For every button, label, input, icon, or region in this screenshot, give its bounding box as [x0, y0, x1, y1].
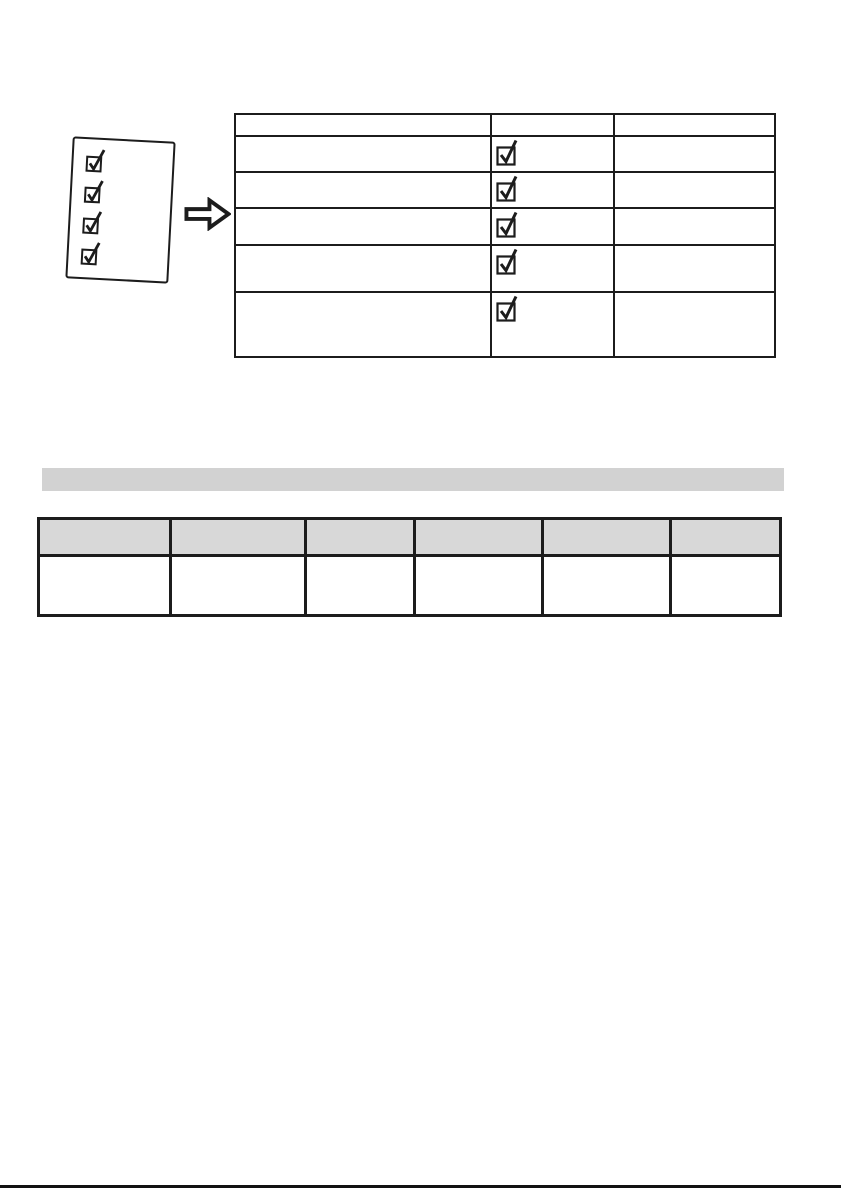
checked-checkbox-icon — [496, 138, 522, 166]
table-row — [235, 245, 775, 292]
header-cell — [306, 519, 415, 556]
checklist-sheet-graphic — [65, 136, 175, 283]
header-cell — [235, 114, 491, 136]
detail-table — [37, 517, 782, 617]
checkbox-cell — [491, 292, 614, 357]
header-cell — [415, 519, 543, 556]
table-cell — [306, 556, 415, 616]
checked-checkbox-icon — [80, 240, 105, 268]
checkbox-cell — [491, 245, 614, 292]
right-arrow-icon — [184, 197, 231, 231]
checked-checkbox-icon — [85, 147, 110, 175]
page-bottom-rule — [0, 1185, 841, 1188]
checked-checkbox-icon — [496, 210, 522, 238]
header-cell — [614, 114, 775, 136]
table-cell — [235, 245, 491, 292]
table-cell — [415, 556, 543, 616]
header-cell — [39, 519, 171, 556]
table-cell — [39, 556, 171, 616]
table-cell — [614, 136, 775, 172]
checklist-table — [234, 113, 776, 358]
table-cell — [614, 208, 775, 245]
checkbox-cell — [491, 172, 614, 208]
header-cell — [491, 114, 614, 136]
checked-checkbox-icon — [496, 247, 522, 275]
table-row — [235, 172, 775, 208]
header-cell — [171, 519, 306, 556]
checkbox-cell — [491, 136, 614, 172]
checked-checkbox-icon — [82, 209, 107, 237]
table-cell — [614, 172, 775, 208]
table-cell — [614, 245, 775, 292]
table-row — [39, 556, 781, 616]
table-cell — [235, 292, 491, 357]
table-row — [235, 208, 775, 245]
table-row — [235, 292, 775, 357]
checkbox-cell — [491, 208, 614, 245]
table-row — [235, 136, 775, 172]
table-cell — [235, 208, 491, 245]
table-cell — [235, 136, 491, 172]
header-cell — [543, 519, 671, 556]
table-cell — [614, 292, 775, 357]
table-cell — [543, 556, 671, 616]
header-cell — [671, 519, 781, 556]
table-header-row — [39, 519, 781, 556]
table-cell — [235, 172, 491, 208]
checked-checkbox-icon — [83, 178, 108, 206]
table-cell — [171, 556, 306, 616]
checked-checkbox-icon — [496, 174, 522, 202]
table-header-row — [235, 114, 775, 136]
checked-checkbox-icon — [496, 294, 522, 322]
table-cell — [671, 556, 781, 616]
section-header-bar — [42, 468, 784, 491]
